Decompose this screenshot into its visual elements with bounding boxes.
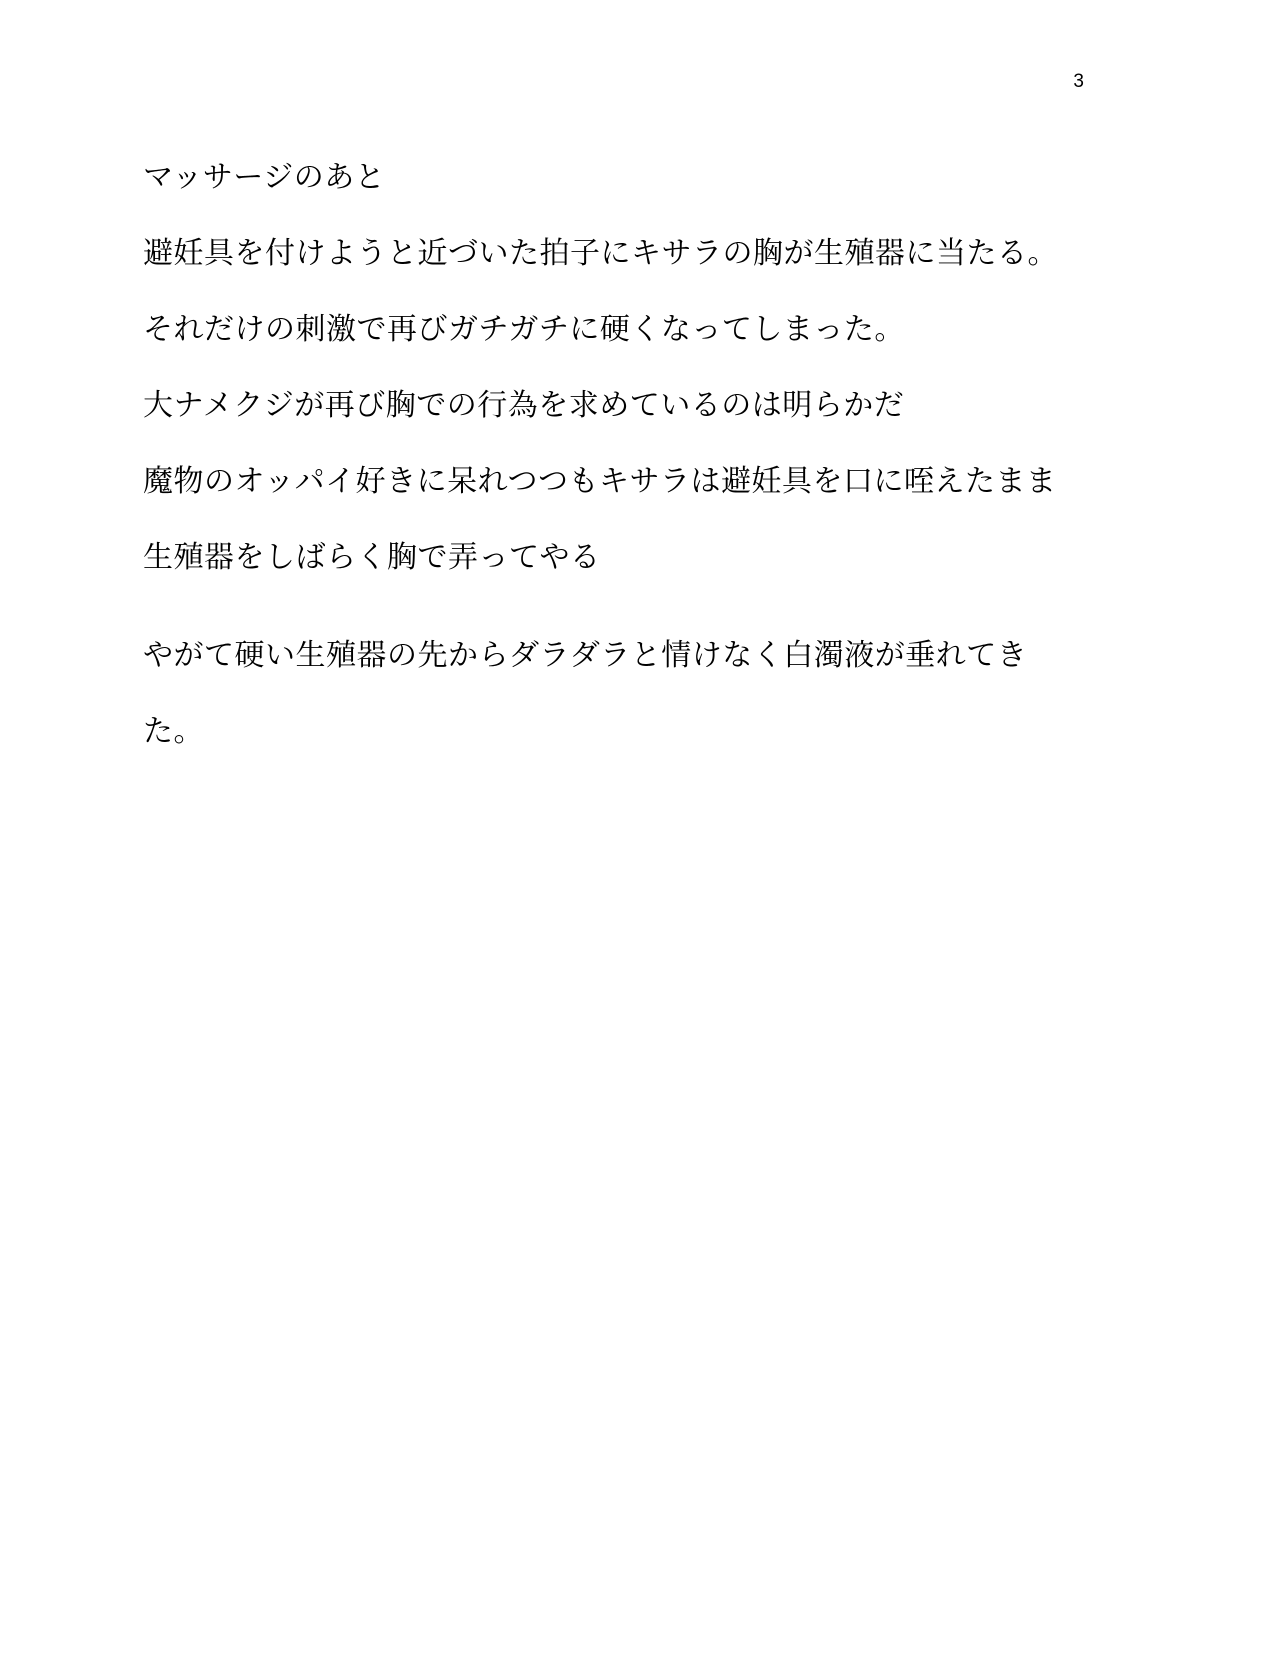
paragraph-3: 魔物のオッパイ好きに呆れつつもキサラは避妊具を口に咥えたまま生殖器をしばらく胸で弄ってやる bbox=[143, 464, 1057, 575]
paragraph-heading: マッサージのあと bbox=[143, 160, 386, 195]
document-body bbox=[143, 140, 1073, 770]
paragraph-4: やがて硬い生殖器の先からダラダラと情けなく白濁液が垂れてきた。 bbox=[143, 638, 1028, 749]
paragraph-2: 大ナメクジが再び胸での行為を求めているのは明らかだ bbox=[143, 388, 905, 423]
page-number: 3 bbox=[1073, 71, 1084, 92]
paragraph-1: 避妊具を付けようと近づいた拍子にキサラの胸が生殖器に当たる。それだけの刺激で再びガチガチに硬くなってしまった。 bbox=[143, 236, 1058, 347]
